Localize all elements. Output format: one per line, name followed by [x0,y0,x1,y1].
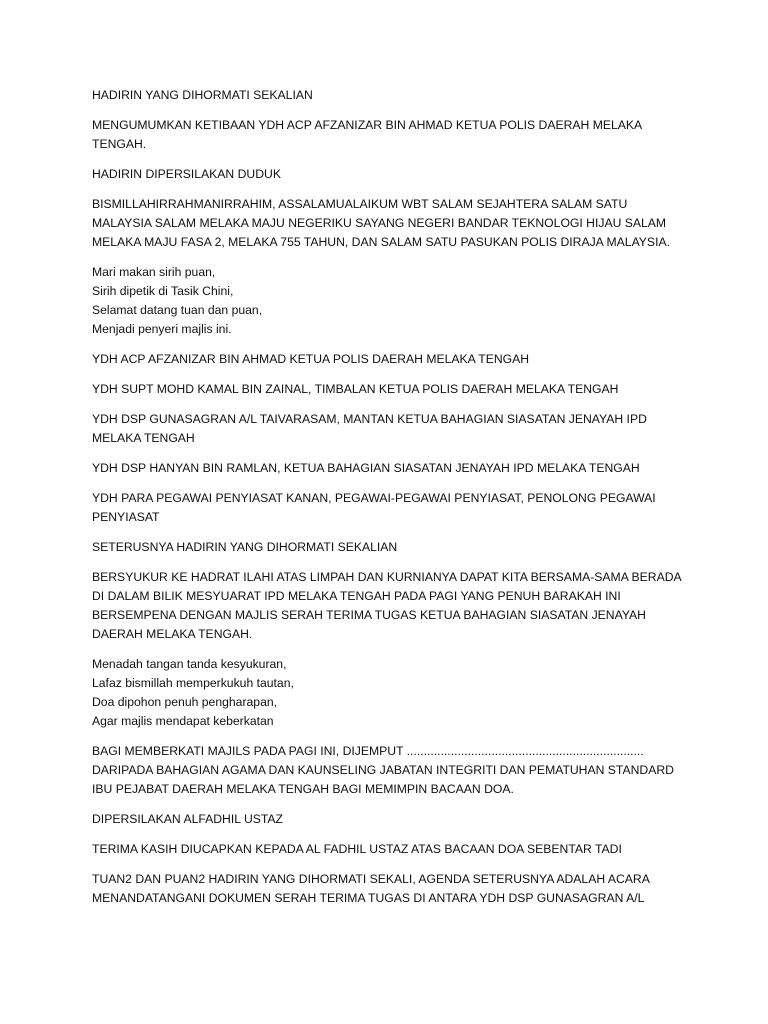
paragraph-honoree-timbalan: YDH SUPT MOHD KAMAL BIN ZAINAL, TIMBALAN KETUA POLIS DAERAH MELAKA TENGAH [92,382,619,396]
paragraph-honoree-ketua-polis: YDH ACP AFZANIZAR BIN AHMAD KETUA POLIS DAERAH MELAKA TENGAH [92,352,530,366]
paragraph-be-seated: HADIRIN DIPERSILAKAN DUDUK [92,167,281,181]
paragraph-honoree-pegawai: YDH PARA PEGAWAI PENYIASAT KANAN, PEGAWAI-PEGAWAI PENYIASAT, PENOLONG PEGAWAI PENYIASAT [92,491,656,524]
pantun-welcome: Mari makan sirih puan, Sirih dipetik di Tasik Chini, Selamat datang tuan dan puan, Menjadi penyeri majlis ini. [92,265,263,336]
paragraph-honoree-mantan-ketua: YDH DSP GUNASAGRAN A/L TAIVARASAM, MANTAN KETUA BAHAGIAN SIASATAN JENAYAH IPD MELAKA TENGAH [92,412,647,445]
pantun-doa: Menadah tangan tanda kesyukuran, Lafaz bismillah memperkukuh tautan, Doa dipohon penuh pengharapan, Agar majlis mendapat keberkatan [92,657,294,728]
paragraph-opening-salutation: BISMILLAHIRRAHMANIRRAHIM, ASSALAMUALAIKUM WBT SALAM SEJAHTERA SALAM SATU MALAYSIA SALAM MELAKA MAJU NEGERIKU SAYANG NEGERI BANDAR TEKNOLOGI HIJAU SALAM MELAKA MAJU FASA 2, MELAKA 755 TAHUN, DAN SALAM SATU PASUKAN POLIS DIRAJA MALAYSIA. [92,197,670,249]
paragraph-thanks-ustaz: TERIMA KASIH DIUCAPKAN KEPADA AL FADHIL USTAZ ATAS BACAAN DOA SEBENTAR TADI [92,842,622,856]
paragraph-invite-doa: BAGI MEMBERKATI MAJILS PADA PAGI INI, DIJEMPUT ...................................................................... DARIPADA BAHAGIAN AGAMA DAN KAUNSELING JABATAN INTEGRITI DAN PEMATUHAN STANDARD IBU PEJABAT DAERAH MELAKA TENGAH BAGI MEMIMPIN BACAAN DOA. [92,744,674,796]
paragraph-invite-ustaz: DIPERSILAKAN ALFADHIL USTAZ [92,812,283,826]
paragraph-arrival-announcement: MENGUMUMKAN KETIBAAN YDH ACP AFZANIZAR BIN AHMAD KETUA POLIS DAERAH MELAKA TENGAH. [92,118,643,151]
paragraph-greeting: HADIRIN YANG DIHORMATI SEKALIAN [92,88,313,102]
paragraph-next-agenda: TUAN2 DAN PUAN2 HADIRIN YANG DIHORMATI SEKALI, AGENDA SETERUSNYA ADALAH ACARA MENANDATANGANI DOKUMEN SERAH TERIMA TUGAS DI ANTARA YDH DSP GUNASAGRAN A/L [92,872,650,905]
paragraph-honoree-ketua-bahagian: YDH DSP HANYAN BIN RAMLAN, KETUA BAHAGIAN SIASATAN JENAYAH IPD MELAKA TENGAH [92,461,640,475]
paragraph-bersyukur: BERSYUKUR KE HADRAT ILAHI ATAS LIMPAH DAN KURNIANYA DAPAT KITA BERSAMA-SAMA BERADA DI DALAM BILIK MESYUARAT IPD MELAKA TENGAH PADA PAGI YANG PENUH BARAKAH INI BERSEMPENA DENGAN MAJLIS SERAH TERIMA TUGAS KETUA BAHAGIAN SIASATAN JENAYAH DAERAH MELAKA TENGAH. [92,570,682,641]
document-body [92,86,692,919]
paragraph-seterusnya: SETERUSNYA HADIRIN YANG DIHORMATI SEKALIAN [92,540,398,554]
